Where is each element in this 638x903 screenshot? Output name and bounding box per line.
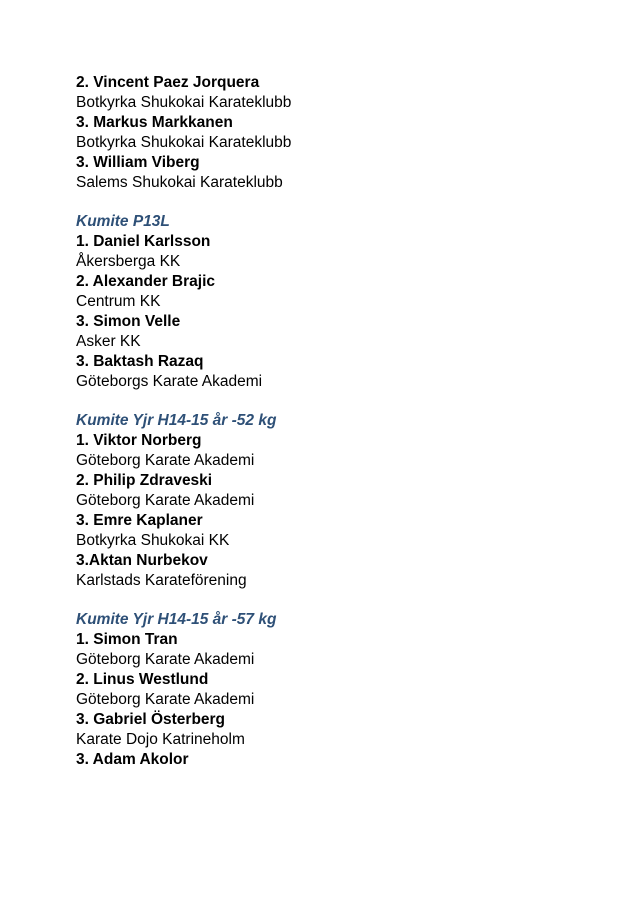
placement-name: 3. Emre Kaplaner bbox=[76, 512, 203, 529]
placement-name: 3. Adam Akolor bbox=[76, 751, 189, 768]
results-section bbox=[76, 411, 576, 591]
placement-name: 3.Aktan Nurbekov bbox=[76, 552, 208, 569]
placement-name: 2. Vincent Paez Jorquera bbox=[76, 74, 260, 91]
section-spacer bbox=[76, 591, 576, 610]
club-name: Karlstads Karateförening bbox=[76, 572, 247, 589]
section-spacer bbox=[76, 392, 576, 411]
club-name: Centrum KK bbox=[76, 293, 161, 310]
category-heading: Kumite Yjr H14-15 år -52 kg bbox=[76, 412, 277, 429]
placement-name: 2. Linus Westlund bbox=[76, 671, 209, 688]
section-spacer bbox=[76, 193, 576, 212]
results-section bbox=[76, 212, 576, 392]
club-name: Göteborg Karate Akademi bbox=[76, 492, 255, 509]
placement-name: 1. Viktor Norberg bbox=[76, 432, 202, 449]
category-heading: Kumite Yjr H14-15 år -57 kg bbox=[76, 611, 277, 628]
placement-name: 3. Baktash Razaq bbox=[76, 353, 204, 370]
club-name: Göteborg Karate Akademi bbox=[76, 691, 255, 708]
placement-name: 2. Philip Zdraveski bbox=[76, 472, 213, 489]
club-name: Göteborg Karate Akademi bbox=[76, 651, 255, 668]
placement-name: 3. Gabriel Österberg bbox=[76, 711, 226, 728]
placement-name: 1. Daniel Karlsson bbox=[76, 233, 211, 250]
club-name: Göteborg Karate Akademi bbox=[76, 452, 255, 469]
category-heading: Kumite P13L bbox=[76, 213, 170, 230]
club-name: Åkersberga KK bbox=[76, 253, 181, 270]
club-name: Asker KK bbox=[76, 333, 141, 350]
results-section bbox=[76, 610, 576, 770]
club-name: Göteborgs Karate Akademi bbox=[76, 373, 263, 390]
placement-name: 3. William Viberg bbox=[76, 154, 200, 171]
club-name: Salems Shukokai Karateklubb bbox=[76, 174, 283, 191]
club-name: Botkyrka Shukokai KK bbox=[76, 532, 230, 549]
placement-name: 1. Simon Tran bbox=[76, 631, 178, 648]
results-section bbox=[76, 73, 576, 193]
club-name: Botkyrka Shukokai Karateklubb bbox=[76, 94, 292, 111]
club-name: Botkyrka Shukokai Karateklubb bbox=[76, 134, 292, 151]
placement-name: 3. Simon Velle bbox=[76, 313, 181, 330]
placement-name: 3. Markus Markkanen bbox=[76, 114, 233, 131]
document-page bbox=[76, 73, 576, 770]
club-name: Karate Dojo Katrineholm bbox=[76, 731, 245, 748]
placement-name: 2. Alexander Brajic bbox=[76, 273, 215, 290]
